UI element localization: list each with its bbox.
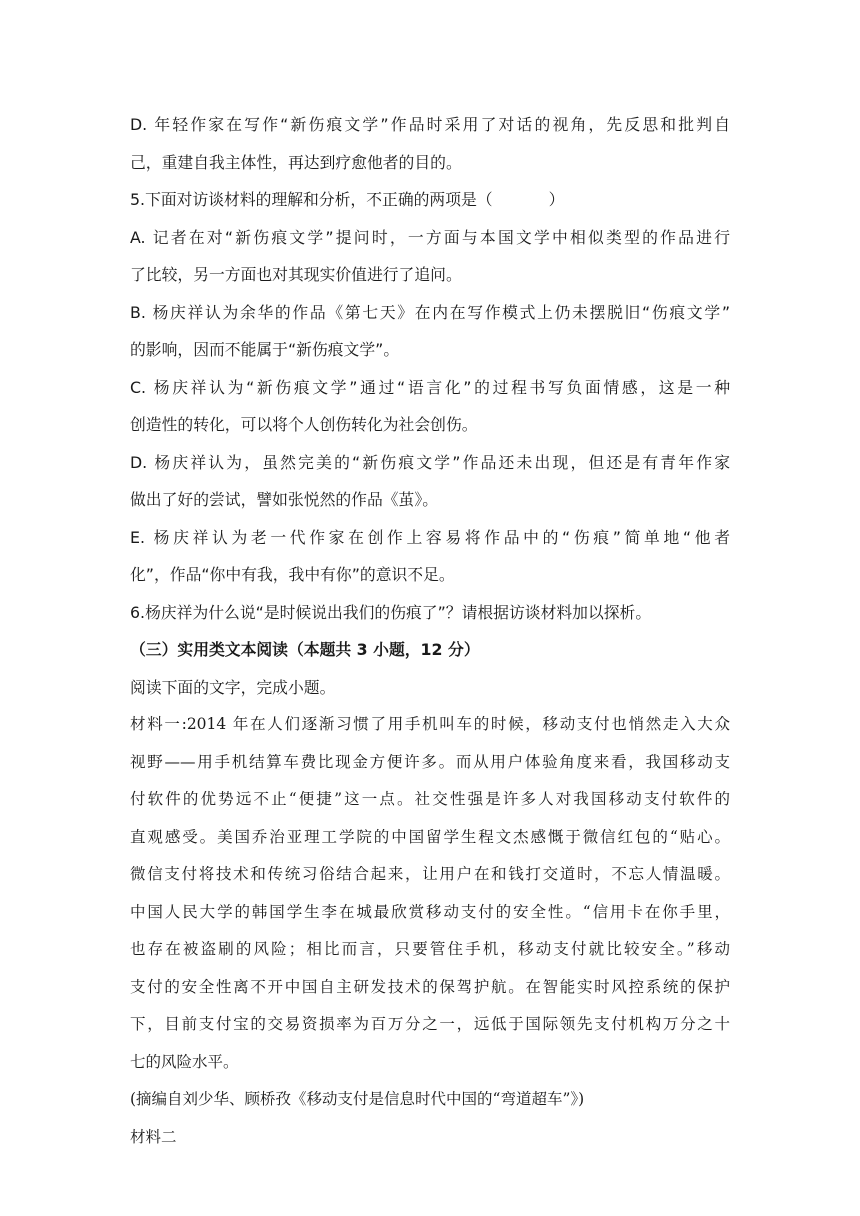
option-c-line-1: C. 杨庆祥认为“新伤痕文学”通过“语言化”的过程书写负面情感，这是一种 xyxy=(130,377,730,397)
option-e-line-1: E. 杨庆祥认为老一代作家在创作上容易将作品中的“伤痕”简单地“他者 xyxy=(130,527,730,547)
question-5-close-paren: ） xyxy=(548,190,565,209)
material-1-line-7: 也存在被盗刷的风险；相比而言，只要管住手机，移动支付就比较安全。”移动 xyxy=(130,940,730,958)
material-1-source: (摘编自刘少华、顾桥孜《移动支付是信息时代中国的“弯道超车”》) xyxy=(130,1090,585,1108)
option-d-line-2: 己，重建自我主体性，再达到疗愈他者的目的。 xyxy=(130,152,462,172)
option-b-line-2: 的影响，因而不能属于“新伤痕文学”。 xyxy=(130,340,400,359)
material-1-line-2: 视野——用手机结算车费比现金方便许多。而从用户体验角度来看，我国移动支 xyxy=(130,752,730,771)
option-b-line-1: B. 杨庆祥认为余华的作品《第七天》在内在写作模式上仍未摆脱旧“伤痕文学” xyxy=(130,302,730,322)
material-1-line-8: 支付的安全性离不开中国自主研发技术的保驾护航。在智能实时风控系统的保护 xyxy=(130,977,730,996)
material-1-line-4: 直观感受。美国乔治亚理工学院的中国留学生程文杰感慨于微信红包的“贴心。 xyxy=(130,827,730,846)
material-1-line-5: 微信支付将技术和传统习俗结合起来，让用户在和钱打交道时，不忘人情温暖。 xyxy=(130,865,730,883)
option-a-line-1: A. 记者在对“新伤痕文学”提问时，一方面与本国文学中相似类型的作品进行 xyxy=(130,227,730,247)
option-d-line-1: D. 年轻作家在写作“新伤痕文学”作品时采用了对话的视角，先反思和批判自 xyxy=(130,115,730,134)
material-1-line-1: 材料一:2014 年在人们逐渐习惯了用手机叫车的时候，移动支付也悄然走入大众 xyxy=(130,715,730,733)
option-c-line-2: 创造性的转化，可以将个人创伤转化为社会创伤。 xyxy=(130,415,478,434)
question-5 xyxy=(130,181,730,219)
document-body xyxy=(130,106,730,1156)
question-6: 6.杨庆祥为什么说“是时候说出我们的伤痕了”？请根据访谈材料加以探析。 xyxy=(130,602,652,622)
question-5-stem: 5.下面对访谈材料的理解和分析，不正确的两项是（ xyxy=(130,190,493,209)
option-d2-line-2: 做出了好的尝试，譬如张悦然的作品《茧》。 xyxy=(130,490,439,509)
section-heading: （三）实用类文本阅读（本题共 3 小题，12 分） xyxy=(130,640,480,659)
option-d2-line-1: D. 杨庆祥认为，虽然完美的“新伤痕文学”作品还未出现，但还是有青年作家 xyxy=(130,452,730,472)
material-1-line-3: 付软件的优势远不止“便捷”这一点。社交性强是许多人对我国移动支付软件的 xyxy=(130,790,730,808)
option-e-line-2: 化”，作品“你中有我，我中有你”的意识不足。 xyxy=(130,565,455,584)
material-1-line-9: 下，目前支付宝的交易资损率为百万分之一，远低于国际领先支付机构万分之十 xyxy=(130,1015,730,1033)
material-1-line-10: 七的风险水平。 xyxy=(130,1052,239,1071)
material-2-label: 材料二 xyxy=(130,1127,177,1146)
option-a-line-2: 了比较，另一方面也对其现实价值进行了追问。 xyxy=(130,265,462,284)
reading-instruction: 阅读下面的文字，完成小题。 xyxy=(130,677,336,697)
material-1-line-6: 中国人民大学的韩国学生李在城最欣赏移动支付的安全性。“信用卡在你手里， xyxy=(130,902,730,921)
